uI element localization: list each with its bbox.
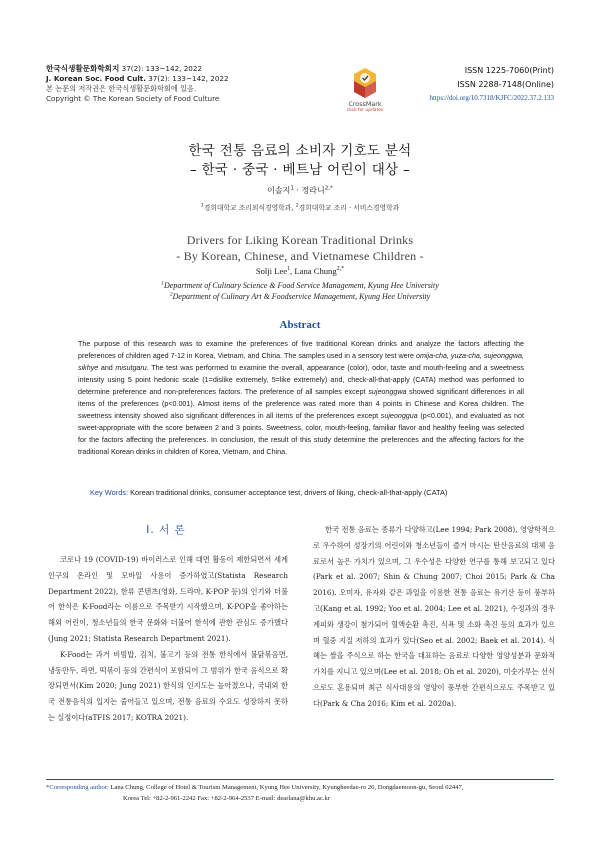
abstract-sujeonggwa-2: sujeonggua [380, 412, 418, 421]
title-english-line1: Drivers for Liking Korean Traditional Drinks [186, 233, 414, 247]
author-separator-en: , [290, 266, 295, 276]
corresponding-author-footnote [46, 783, 566, 804]
title-korean [0, 142, 600, 180]
corresponding-author-address: Lana Chung, College of Hotel & Tourism Management, Kyung Hee University, Kyungheedae-ro 26, Dongdaemoon-gu, Seoul 02447, [108, 784, 464, 791]
author-2-en-sup: 2,* [336, 266, 345, 273]
abstract-text-4: (p<0.001), and evaluated as not sweet-appropriate with the score between 2 and 3 points. Sweetness, color, mouth-feeling, familiar flavor and healthy feeling was selected for the factors affecting the preferences. In conclusion, the result of this study determine the preferences and the affecting factors for the traditional Korean drinks in children of Korea, Vietnam, and China. [78, 412, 524, 457]
abstract-drink-names: omija-cha, yuza-cha, sujeonggwa, sikhye [78, 352, 524, 373]
authors-english [0, 266, 600, 276]
copyright-notice-ko: 본 논문의 저작권은 한국식생활문화학회에 있음. [46, 84, 197, 93]
intro-paragraph-2: K-Food는 과거 비빔밥, 김치, 불고기 등의 전통 한식에서 불닭볶음면, 냉동만두, 라면, 떡볶이 등의 간편식이 포함되어 그 범위가 한국 음식으로 확장되면서(Kim 2020; Jung 2021) 한식의 인지도는 높아졌으나, 국내외 한국 전통음식의 입지는 줄어들고 있으며, 전통 음료의 수요도 성장하지 못하는 실정이다(aTFIS 2017; KOTRA 2021). [48, 649, 288, 722]
crossmark-label: CrossMark [348, 100, 382, 108]
affil-ko-1: 경희대학교 조리외식경영학과, [203, 204, 296, 212]
author-1-ko: 이솔지 [267, 186, 291, 195]
abstract-text-3: showed significant differences in all items of the preferences (p<0.001). Almost items of the preference was rated more than 4 points in Chinese and Korea children. The sweetness intensity showed also significant differences in all items of the preferences except [78, 388, 524, 421]
footnote-divider [46, 779, 554, 780]
keywords [90, 488, 530, 497]
journal-volume-ko: 37(2): 133~142, 2022 [119, 64, 202, 73]
affil-en-2: Department of Culinary Art & Foodservice Management, Kyung Hee University [172, 292, 431, 301]
affiliations-english [0, 280, 600, 302]
author-separator-ko: · [293, 186, 302, 195]
abstract-sujeonggwa-1: sujeonggwa [368, 388, 407, 397]
title-korean-line1: 한국 전통 음료의 소비자 기호도 분석 [188, 143, 412, 159]
abstract-heading: Abstract [279, 319, 321, 331]
authors-korean [0, 185, 600, 196]
section-heading-introduction: Ⅰ. 서 론 [146, 524, 186, 536]
issn-print: ISSN 1225-7060(Print) [464, 66, 554, 75]
corresponding-author-label: *Corresponding author: [46, 784, 109, 791]
title-korean-line2: – 한국 · 중국 · 베트남 어린이 대상 – [189, 162, 411, 178]
corresponding-author-contact: Korea Tel: +82-2-961-2242 Fax: +82-2-964-2537 E-mail: dearlana@khu.ac.kr [123, 794, 331, 802]
intro-paragraph-3: 한국 전통 음료는 종류가 다양하고(Lee 1994; Park 2008), 영양학적으로 우수하여 성장기의 어린이와 청소년들이 즐겨 마시는 탄산음료의 대체 음료로서 높은 가치가 있으며, 그 우수성은 다양한 연구를 통해 보고되고 있다(Park et al. 2007; Shin & Chung 2007; Choi 2015; Park & Cha 2016). 오미자, 유자와 같은 과일을 이용한 전통 음료는 유기산 등이 풍부하고(Kang et al. 1992; Yoo et al. 2004; Lee et al. 2021), 수정과의 경우 계피와 생강이 첨가되어 혈액순환 촉진, 식욕 및 소화 촉진 등의 효과가 있으며 혈중 지질 저하의 효과가 있다(Seo et al. 2002; Baek et al. 2014). 식혜는 쌀을 주식으로 하는 한국을 대표하는 음료로 다양한 영양성분과 문화적 가치를 지니고 있으며(Lee et al. 2018; Oh et al. 2020), 미숫가루는 선식으로도 혼용되며 최근 식사대용의 영양이 풍부한 간편식으로도 주목받고 있다(Park & Cha 2016; Kim et al. 2020a). [313, 525, 555, 708]
author-2-en: Lana Chung [294, 266, 337, 276]
doi-link[interactable]: https://doi.org/10.7318/KJFC/2022.37.2.133 [429, 94, 554, 102]
abstract-and: and [98, 364, 116, 373]
author-1-en-sup: 1 [287, 266, 291, 273]
author-1-ko-sup: 1 [290, 185, 294, 192]
affil-en-sup-1: 1 [161, 280, 164, 287]
keywords-list: Korean traditional drinks, consumer acceptance test, drivers of liking, check-all-that-apply (CATA) [128, 488, 448, 497]
keywords-label: Key Words: [90, 488, 129, 497]
affiliations-korean [0, 202, 600, 212]
issn-block [354, 64, 554, 104]
affil-ko-2: 경희대학교 조리 · 서비스경영학과 [298, 204, 400, 212]
affil-ko-sup-2: 2 [295, 203, 299, 209]
issn-online: ISSN 2288-7148(Online) [457, 80, 554, 89]
title-english-line2: - By Korean, Chinese, and Vietnamese Children - [176, 248, 424, 263]
body-column-right [313, 522, 555, 712]
journal-name-en: J. Korean Soc. Food Cult. [46, 74, 146, 83]
abstract-text-2: . The test was performed to examine the overall, appearance (color), odor, taste and mouth-feeling and a sweetness intensity using 5 point hedonic scale (1=dislike extremely, 5=like extremely) and, check-all-that-apply (CATA) method was performed to determine preference and non-preferences factors. The preference of all samples except [78, 364, 524, 397]
body-column-left [48, 552, 288, 726]
author-1-en: Solji Lee [255, 266, 288, 276]
affil-ko-sup-1: 1 [200, 203, 204, 209]
journal-volume-en: 37(2): 133~142, 2022 [145, 74, 229, 83]
title-english [0, 233, 600, 264]
intro-paragraph-1: 코로나 19 (COVID-19) 바이러스로 인해 대면 활동이 제한되면서 세계 인구의 온라인 및 모바일 사용이 증가하였고(Statista Research Department 2022), 한류 콘텐츠(영화, 드라마, K-POP 등)의 인기와 더불어 한식은 K-Food라는 이름으로 주목받기 시작했으며, K-POP을 좋아하는 해외 어린이, 청소년들의 한국 문화와 더불어 한식에 관한 관심도 증가했다(Jung 2021; Statista Research Department 2021). [48, 555, 288, 643]
copyright-line: Copyright © The Korean Society of Food Culture [46, 94, 220, 103]
abstract-body [78, 338, 524, 458]
author-2-ko: 정라니 [301, 186, 325, 195]
crossmark-sublabel: click for updates [346, 108, 384, 113]
abstract-text-1: The purpose of this research was to examine the preferences of five traditional Korean drinks and analyze the factors affecting the preferences of children aged 7-12 in Korea, Vietnam, and China. The samples used in a sensory test were [78, 340, 524, 361]
affil-en-sup-2: 2 [169, 291, 173, 298]
affil-en-1: Department of Culinary Science & Food Service Management, Kyung Hee University [163, 281, 439, 290]
journal-name-ko: 한국식생활문화학회지 [46, 64, 120, 73]
author-2-ko-sup: 2,* [324, 185, 333, 192]
journal-info [46, 64, 306, 104]
abstract-misutgaru: misutgaru [115, 364, 147, 373]
